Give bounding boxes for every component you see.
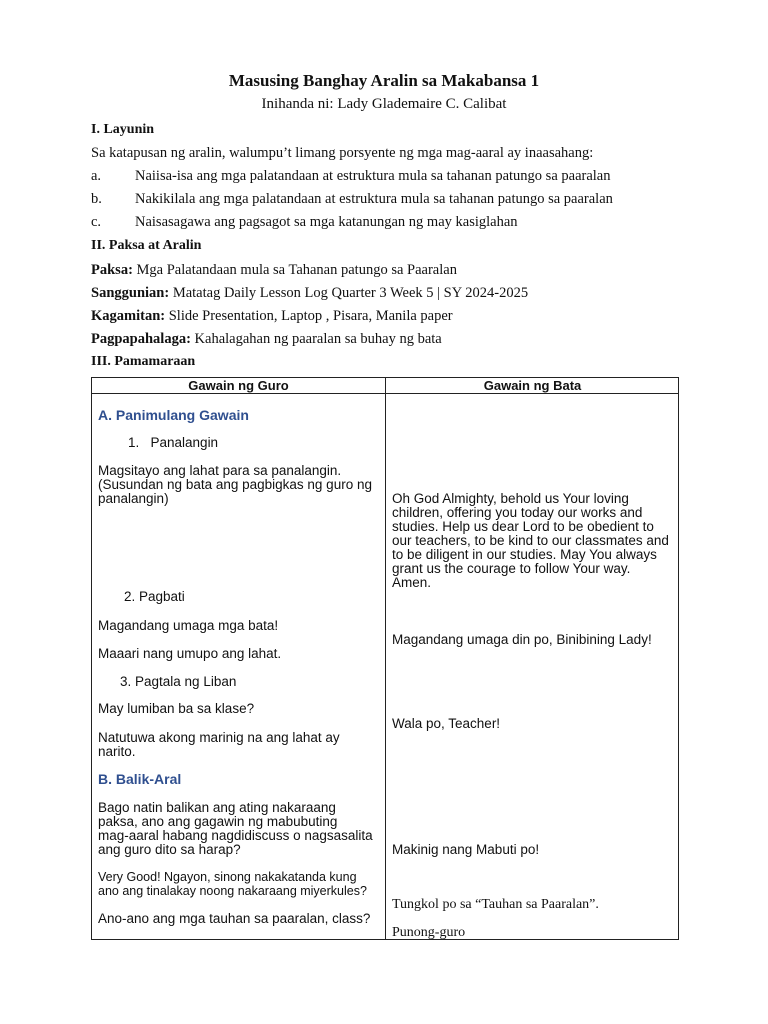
section-heading-layunin: I. Layunin [91,122,155,137]
student-prayer-line: Amen. [392,575,432,590]
teacher-review-line: paksa, ano ang gagawin ng mabubuting [98,814,338,829]
section-heading-paksa-at-aralin: II. Paksa at Aralin [91,238,202,253]
sanggunian-value: Matatag Daily Lesson Log Quarter 3 Week 5 | SY 2024-2025 [169,285,529,301]
objective-letter: b. [91,191,102,207]
teacher-question: Ano-ano ang mga tauhan sa paaralan, class? [98,911,371,926]
kagamitan-label: Kagamitan: [91,308,166,324]
student-prayer-line: children, offering you today our works and [392,505,643,520]
column-header-teacher: Gawain ng Guro [188,378,289,393]
teacher-review-line: ang guro dito sa harap? [98,842,241,857]
student-prayer-line: Oh God Almighty, behold us Your loving [392,491,629,506]
paksa-label: Paksa: [91,262,133,278]
teacher-praise-line: Very Good! Ngayon, sinong nakakatanda kung [98,870,357,884]
header-divider [92,393,678,394]
subsection-heading-balik-aral: B. Balik-Aral [98,771,182,787]
objective-text: Nakikilala ang mga palatandaan at estruktura mula sa tahanan patungo sa paaralan [135,191,613,207]
kagamitan-line [91,308,453,325]
step-panalangin: 1. Panalangin [128,435,219,450]
teacher-absence-line: Natutuwa akong marinig na ang lahat ay [98,730,340,745]
document-title: Masusing Banghay Aralin sa Makabansa 1 [228,71,540,90]
pagpapahalaga-label: Pagpapahalaga: [91,331,191,347]
sanggunian-line [91,285,528,302]
step-pagbati: 2. Pagbati [124,589,185,604]
subsection-heading-panimulang-gawain: A. Panimulang Gawain [98,407,249,423]
paksa-value: Mga Palatandaan mula sa Tahanan patungo sa Paaralan [132,262,457,278]
student-answer-punong-guro: Punong-guro [392,925,466,940]
objective-letter: c. [91,214,102,230]
objective-letter: a. [91,168,102,184]
pagpapahalaga-line [91,331,442,348]
objective-text: Naiisa-isa ang mga palatandaan at estruktura mula sa tahanan patungo sa paaralan [135,168,611,184]
sanggunian-label: Sanggunian: [91,285,170,301]
objective-text: Naisasagawa ang pagsagot sa mga katanungan ng may kasiglahan [135,214,518,230]
column-header-student: Gawain ng Bata [483,378,582,393]
kagamitan-value: Slide Presentation, Laptop , Pisara, Manila paper [165,308,453,324]
objectives-intro: Sa katapusan ng aralin, walumpu’t limang porsyente ng mga mag-aaral ay inaasahang: [91,145,594,161]
teacher-absence-line: narito. [98,744,136,759]
student-prayer-line: grant us the courage to follow Your way. [392,561,631,576]
procedure-table [91,377,679,940]
teacher-prayer-line: Magsitayo ang lahat para sa panalangin. [98,463,342,478]
student-absence-answer: Wala po, Teacher! [392,716,501,731]
teacher-prayer-line: (Susundan ng bata ang pagbigkas ng guro ng [98,477,372,492]
student-prayer-line: studies. Help us dear Lord to be obedient to [392,519,654,534]
teacher-praise-line: ano ang tinalakay noong nakaraang miyerkules? [98,884,367,898]
section-heading-pamamaraan: III. Pamamaraan [91,354,196,369]
teacher-prayer-line: panalangin) [98,491,169,506]
pagpapahalaga-value: Kahalagahan ng paaralan sa buhay ng bata [190,331,442,347]
student-prayer-line: our teachers, to be kind to our classmates and [392,533,669,548]
student-topic-answer: Tungkol po sa “Tauhan sa Paaralan”. [392,897,599,912]
student-review-answer: Makinig nang Mabuti po! [392,842,540,857]
step-pagtala-ng-liban: 3. Pagtala ng Liban [120,674,237,689]
student-greeting: Magandang umaga din po, Binibining Lady! [392,632,652,647]
teacher-sit-instruction: Maaari nang umupo ang lahat. [98,646,282,661]
teacher-greeting: Magandang umaga mga bata! [98,618,279,633]
paksa-line [91,262,457,279]
teacher-review-line: Bago natin balikan ang ating nakaraang [98,800,336,815]
column-divider [385,378,386,939]
teacher-review-line: mag-aaral habang nagdidiscuss o nagsasalita [98,828,373,843]
document-author: Inihanda ni: Lady Glademaire C. Calibat [261,96,507,112]
student-prayer-line: to be diligent in our studies. May You always [392,547,657,562]
teacher-absence-question: May lumiban ba sa klase? [98,701,255,716]
